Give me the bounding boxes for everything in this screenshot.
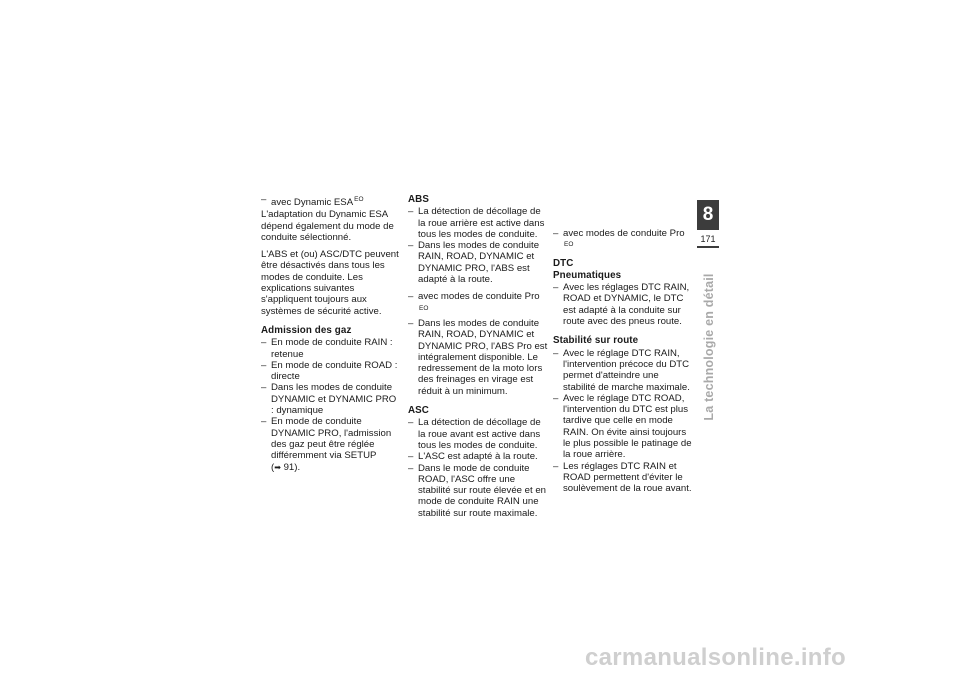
asc-list — [408, 417, 548, 519]
eo-superscript: EO — [419, 304, 429, 312]
dtc-heading: DTC — [553, 257, 574, 269]
list-item: – Avec le réglage DTC ROAD, l'intervention du DTC est plus tardive que celle en mode RAIN. On évite ainsi toujours le plus possible le patinage de la roue arrière. — [553, 393, 693, 461]
list-item: – En mode de conduite ROAD : directe — [261, 360, 401, 383]
eo-superscript: EO — [564, 241, 574, 249]
chapter-number: 8 — [697, 200, 719, 230]
abs-pro-list — [408, 318, 548, 397]
page-number: 171 — [700, 234, 716, 244]
list-item: – Dans les modes de conduite DYNAMIC et DYNAMIC PRO : dynamique — [261, 382, 401, 416]
page-reference-arrow-icon: ➡ — [274, 462, 281, 472]
esa-paragraph: L'adaptation du Dynamic ESA dépend également du mode de conduite sélectionné. — [261, 209, 394, 243]
option-pro-modes: – avec modes de conduite ProEO — [553, 228, 693, 254]
list-item: – Avec le réglage DTC RAIN, l'intervention précoce du DTC permet d'atteindre une stabilité de marche maximale. — [553, 348, 693, 393]
stability-list — [553, 348, 693, 495]
option-dynamic-esa: – avec Dynamic ESAEO — [261, 194, 401, 208]
eo-superscript: EO — [354, 196, 364, 203]
list-item: – En mode de conduite RAIN : retenue — [261, 337, 401, 360]
abs-asc-paragraph: L'ABS et (ou) ASC/DTC peuvent être désactivés dans tous les modes de conduite. Les explications suivantes s'appliquent toujours aux systèmes de sécurité active. — [261, 249, 399, 317]
list-item: – En mode de conduite DYNAMIC PRO, l'admission des gaz peut être réglée différemment via SETUP (➡ 91). — [261, 416, 401, 472]
list-item: – La détection de décollage de la roue arrière est active dans tous les modes de conduite. — [408, 206, 548, 240]
stability-heading: Stabilité sur route — [553, 335, 639, 347]
throttle-heading: Admission des gaz — [261, 324, 352, 336]
list-item: – Avec les réglages DTC RAIN, ROAD et DYNAMIC, le DTC est adapté à la conduite sur route avec des pneus route. — [553, 282, 693, 327]
list-item: – Dans les modes de conduite RAIN, ROAD, DYNAMIC et DYNAMIC PRO, l'ABS Pro est intégralement disponible. Le redressement de la moto lors des freinages en virage est réduit à un minimum. — [408, 318, 548, 397]
page-reference[interactable]: 91). — [283, 461, 301, 473]
throttle-list — [261, 337, 401, 473]
abs-list — [408, 206, 548, 285]
list-item: – L'ASC est adapté à la route. — [408, 451, 548, 462]
divider — [697, 246, 719, 248]
column-2 — [408, 194, 548, 525]
list-item: – La détection de décollage de la roue avant est active dans tous les modes de conduite. — [408, 417, 548, 451]
list-item: – Dans les modes de conduite RAIN, ROAD, DYNAMIC et DYNAMIC PRO, l'ABS est adapté à la route. — [408, 240, 548, 285]
abs-heading: ABS — [408, 194, 429, 205]
option-pro-modes: – avec modes de conduite ProEO — [408, 291, 548, 317]
tyres-heading: Pneumatiques — [553, 269, 622, 281]
column-3 — [553, 228, 693, 501]
tyres-list — [553, 282, 693, 327]
asc-heading: ASC — [408, 405, 429, 417]
list-item: – Les réglages DTC RAIN et ROAD permettent d'éviter le soulèvement de la roue avant. — [553, 461, 693, 495]
list-item: – Dans le mode de conduite ROAD, l'ASC offre une stabilité sur route élevée et en mode de conduite RAIN une stabilité sur route maximale. — [408, 463, 548, 519]
chapter-title: La technologie en détail — [702, 273, 716, 421]
column-1 — [261, 194, 401, 479]
watermark: carmanualsonline.info — [585, 644, 847, 671]
chapter-marker — [697, 200, 719, 248]
